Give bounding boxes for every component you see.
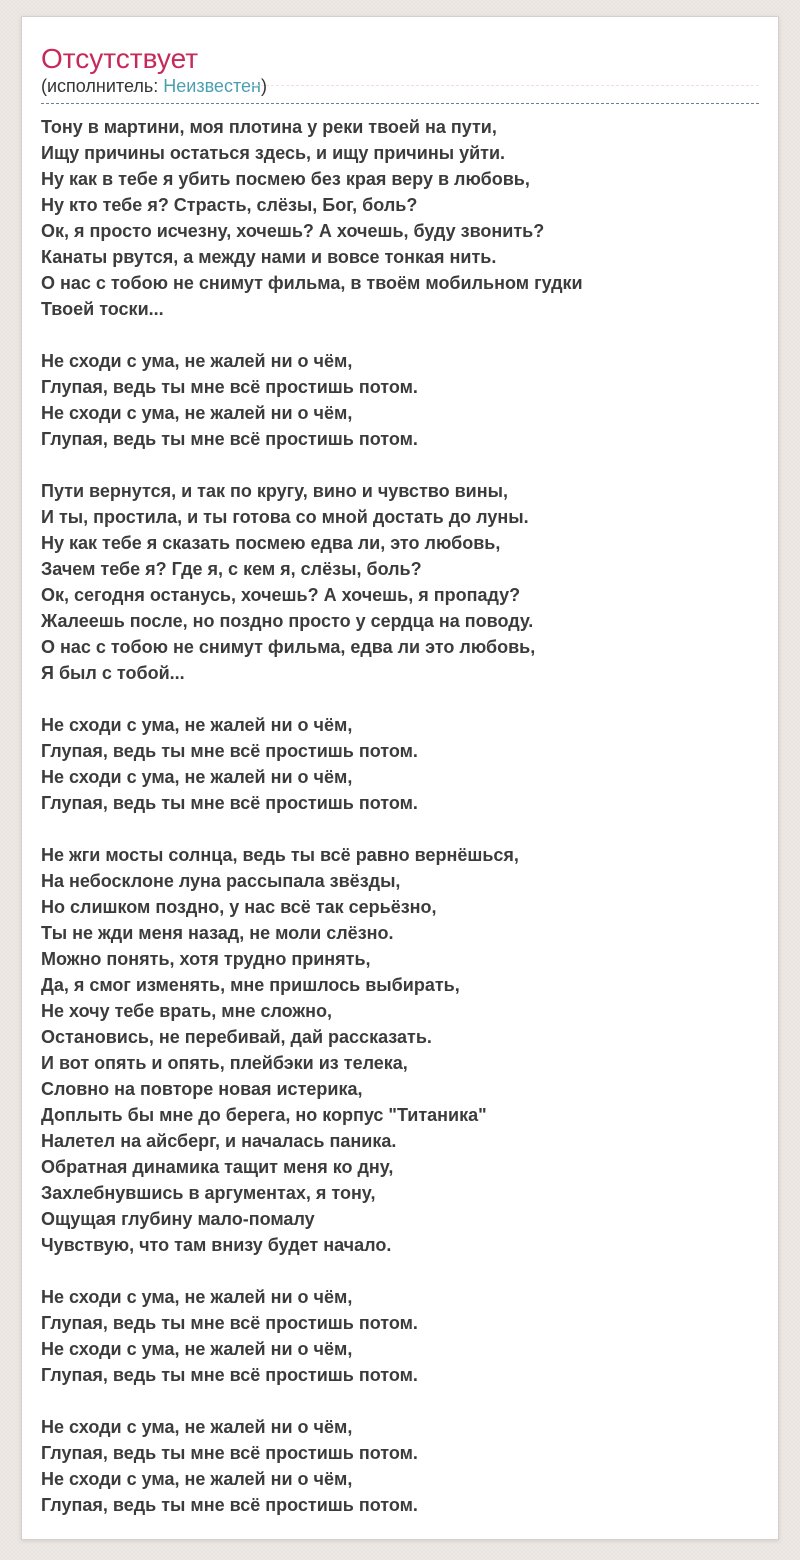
lyric-line: Не сходи с ума, не жалей ни о чём, (41, 715, 353, 735)
lyric-line: Глупая, ведь ты мне всё простишь потом. (41, 1443, 418, 1463)
lyric-line: Но слишком поздно, у нас всё так серьёзно, (41, 897, 437, 917)
lyric-line: Глупая, ведь ты мне всё простишь потом. (41, 377, 418, 397)
lyric-line: Не хочу тебе врать, мне сложно, (41, 1001, 333, 1021)
artist-row (41, 75, 759, 104)
content-card (21, 16, 779, 1540)
lyric-line: Можно понять, хотя трудно принять, (41, 949, 371, 969)
lyric-line: Не сходи с ума, не жалей ни о чём, (41, 351, 353, 371)
lyric-line: Глупая, ведь ты мне всё простишь потом. (41, 1313, 418, 1333)
stanza (41, 1284, 759, 1388)
lyric-line: Да, я смог изменять, мне пришлось выбирать, (41, 975, 460, 995)
lyric-line: Ты не жди меня назад, не моли слёзно. (41, 923, 394, 943)
lyric-line: Глупая, ведь ты мне всё простишь потом. (41, 741, 418, 761)
lyric-line: Ищу причины остаться здесь, и ищу причины уйти. (41, 143, 506, 163)
lyric-line: Глупая, ведь ты мне всё простишь потом. (41, 793, 418, 813)
lyric-line: Налетел на айсберг, и началась паника. (41, 1131, 397, 1151)
stanza (41, 478, 759, 686)
lyric-line: Не сходи с ума, не жалей ни о чём, (41, 1339, 353, 1359)
lyric-line: Не сходи с ума, не жалей ни о чём, (41, 1417, 353, 1437)
lyric-line: Словно на повторе новая истерика, (41, 1079, 363, 1099)
lyric-line: И ты, простила, и ты готова со мной достать до луны. (41, 507, 529, 527)
artist-label-prefix: (исполнитель: (41, 76, 164, 96)
lyric-line: Ощущая глубину мало-помалу (41, 1209, 315, 1229)
lyric-line: И вот опять и опять, плейбэки из телека, (41, 1053, 408, 1073)
lyric-line: Чувствую, что там внизу будет начало. (41, 1235, 392, 1255)
lyric-line: Захлебнувшись в аргументах, я тону, (41, 1183, 376, 1203)
lyric-line: Не сходи с ума, не жалей ни о чём, (41, 767, 353, 787)
lyric-line: Не жги мосты солнца, ведь ты всё равно вернёшься, (41, 845, 519, 865)
lyric-line: Ну как тебе я сказать посмею едва ли, это любовь, (41, 533, 501, 553)
faint-dashed-divider (251, 85, 759, 86)
artist-label-suffix: ) (260, 76, 267, 96)
artist-link[interactable]: Неизвестен (163, 76, 261, 96)
lyric-line: Глупая, ведь ты мне всё простишь потом. (41, 1365, 418, 1385)
lyric-line: Ок, я просто исчезну, хочешь? А хочешь, буду звонить? (41, 221, 545, 241)
stanza (41, 348, 759, 452)
stanza (41, 1414, 759, 1518)
lyric-line: Глупая, ведь ты мне всё простишь потом. (41, 1495, 418, 1515)
lyric-line: О нас с тобою не снимут фильма, в твоём мобильном гудки (41, 273, 583, 293)
stanza (41, 842, 759, 1258)
lyric-line: Канаты рвутся, а между нами и вовсе тонкая нить. (41, 247, 497, 267)
lyric-line: Глупая, ведь ты мне всё простишь потом. (41, 429, 418, 449)
lyric-line: Не сходи с ума, не жалей ни о чём, (41, 1469, 353, 1489)
lyrics (41, 114, 759, 1518)
lyric-line: О нас с тобою не снимут фильма, едва ли это любовь, (41, 637, 536, 657)
page-title: Отсутствует (41, 43, 199, 74)
lyric-line: Не сходи с ума, не жалей ни о чём, (41, 1287, 353, 1307)
lyric-line: Тону в мартини, моя плотина у реки твоей на пути, (41, 117, 497, 137)
lyric-line: Ну как в тебе я убить посмею без края веру в любовь, (41, 169, 530, 189)
lyric-line: Обратная динамика тащит меня ко дну, (41, 1157, 394, 1177)
lyric-line: Пути вернутся, и так по кругу, вино и чувство вины, (41, 481, 508, 501)
stanza (41, 712, 759, 816)
lyric-line: Не сходи с ума, не жалей ни о чём, (41, 403, 353, 423)
lyric-line: Я был с тобой... (41, 663, 185, 683)
lyric-line: Ну кто тебе я? Страсть, слёзы, Бог, боль? (41, 195, 418, 215)
lyric-line: Доплыть бы мне до берега, но корпус "Титаника" (41, 1105, 487, 1125)
lyric-line: Зачем тебе я? Где я, с кем я, слёзы, боль? (41, 559, 422, 579)
lyric-line: Остановись, не перебивай, дай рассказать. (41, 1027, 432, 1047)
lyric-line: Жалеешь после, но поздно просто у сердца на поводу. (41, 611, 534, 631)
lyric-line: Твоей тоски... (41, 299, 164, 319)
lyric-line: На небосклоне луна рассыпала звёзды, (41, 871, 401, 891)
lyric-line: Ок, сегодня останусь, хочешь? А хочешь, я пропаду? (41, 585, 521, 605)
stanza (41, 114, 759, 322)
